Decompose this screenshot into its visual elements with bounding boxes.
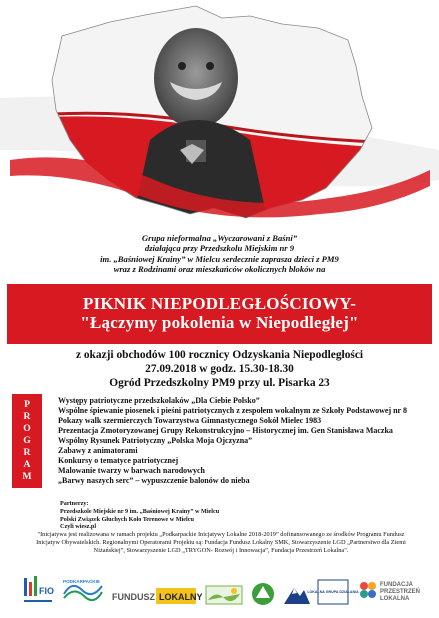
partners-block xyxy=(60,500,260,531)
intro-line: Grupa nieformalna „Wyczarowani z Baśni” xyxy=(141,233,298,243)
partner-item: Czyli wiesz.pl xyxy=(60,523,97,531)
fundacja-przestrzen-lokalna-logo xyxy=(354,572,436,612)
lokalna-text: LOKALNA xyxy=(380,596,410,602)
fundacja-text: FUNDACJA xyxy=(380,582,413,588)
program-letter: R xyxy=(23,447,31,458)
program-item: Występy patriotyczne przedszkolaków „Dla Ciebie Polsko” xyxy=(58,396,260,405)
program-item: Prezentacja Zmotoryzowanej Grupy Rekonstrukcyjno – Historycznej im. Gen Stanisława Maczka xyxy=(58,426,393,435)
lgd-logo-text: LOKALNA GRUPA DZIAŁANIA xyxy=(307,590,359,594)
title-band xyxy=(7,284,432,344)
hero-map-illustration xyxy=(0,0,439,232)
event-title: PIKNIK NIEPODLEGŁOŚCIOWY- xyxy=(82,294,357,313)
fundusz-text: FUNDUSZ xyxy=(112,592,155,602)
program-item: Wspólne śpiewanie piosenek i pieśni patriotycznych z zespołem wokalnym ze Szkoły Podstawowej nr 8 xyxy=(58,406,407,415)
intro-line: im. „Baśniowej Krainy” w Mielcu serdecznie zaprasza dzieci z PM9 xyxy=(100,253,339,264)
partner-item: Przedszkole Miejskie nr 9 im. „Baśniowej Krainy” w Mielcu xyxy=(60,507,220,515)
intro-line: działająca przy Przedszkolu Miejskim nr 9 xyxy=(144,243,295,254)
occasion-line: z okazji obchodów 100 rocznicy Odzyskania Niepodległości xyxy=(75,349,364,361)
program-letter: P xyxy=(24,399,30,410)
program-item: Konkursy o tematyce patriotycznej xyxy=(58,456,179,465)
occasion-block xyxy=(0,349,439,390)
fundusz-lokalny-logo xyxy=(110,572,203,612)
partner-item: Polski Związek Głuchych Koło Terenowe w Mielcu xyxy=(60,515,194,523)
podkarpackie-logo xyxy=(60,572,106,612)
program-item: Pokazy walk szermierczych Towarzystwa Gimnastycznego Sokół Mielec 1983 xyxy=(58,416,322,425)
program-item: „Barwy naszych serc” – wypuszczenie balonów do nieba xyxy=(58,476,250,485)
program-label xyxy=(12,394,42,488)
lgd-partnerstwo-logo xyxy=(204,572,244,612)
sponsor-logos xyxy=(0,572,439,612)
program-letter: A xyxy=(23,459,31,470)
program-letter: R xyxy=(23,411,31,422)
partners-heading: Partnerzy: xyxy=(60,500,89,507)
event-location: Ogród Przedszkolny PM9 przy ul. Pisarka 23 xyxy=(109,376,330,389)
lokalny-text: LOKALNY xyxy=(159,592,203,602)
program-item: Wspólny Rysunek Patriotyczny „Polska Moja Ojczyzna” xyxy=(58,436,253,445)
fio-logo-text: FIO xyxy=(39,586,54,596)
event-subtitle: "Łączymy pokolenia w Niepodległej" xyxy=(80,313,359,332)
program-list xyxy=(58,396,408,486)
event-date-time: 27.09.2018 w godz. 15.30-18.30 xyxy=(145,362,294,375)
program-item: Malowanie twarzy w barwach narodowych xyxy=(58,466,205,475)
podkarpackie-logo-text: PODKARPACKIE xyxy=(63,579,100,584)
program-item: Zabawy z animatorami xyxy=(58,446,138,455)
funding-footnote: "Inicjatywa jest realizowana w ramach projektu „Podkarpackie Inicjatywy Lokalne 2018-2019” dofinansowanego ze środków Programu Fundusz Inicjatyw Obywatelskich. Regionalnymi Operatorami Projektu są: Fundacja Fundusz Lokalny SMK, Stowarzyszenie LGD „Partnerstwo dla Ziemi Niżańskiej”, Stowarzyszenie LGD „TRYGON- Rozwój i Innowacja”, Fundacja Przestrzeń Lokalna". xyxy=(36,531,406,554)
intro-line: wraz z Rodzinami oraz mieszkańców okolicznych bloków na xyxy=(113,264,326,275)
lgd-logo xyxy=(307,572,359,612)
program-letter: M xyxy=(22,471,32,482)
program-letter: G xyxy=(23,435,31,446)
przestrzen-text: PRZESTRZEŃ xyxy=(380,589,421,595)
intro-text xyxy=(40,233,399,275)
fio-logo xyxy=(22,572,54,612)
trygon-logo xyxy=(248,572,278,612)
program-letter: O xyxy=(23,423,31,434)
